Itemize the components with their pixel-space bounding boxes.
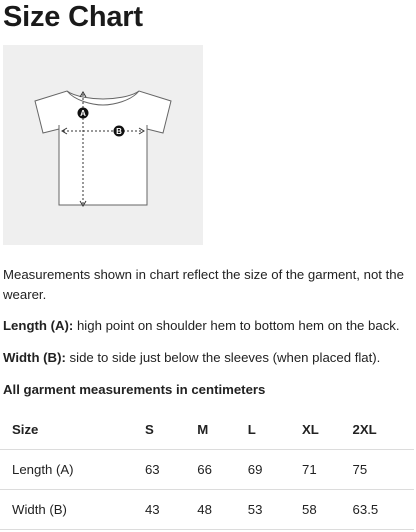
tshirt-icon [3,45,203,245]
length-definition [3,316,413,336]
width-text: side to side just below the sleeves (when placed flat). [65,350,381,365]
header-l: L [248,410,302,450]
table-cell: 75 [353,450,414,490]
table-cell: 53 [248,490,302,530]
marker-b: B [116,127,122,136]
length-label: Length (A): [3,318,74,333]
table-cell: 58 [302,490,353,530]
header-xl: XL [302,410,353,450]
table-row [0,450,414,490]
table-cell: 66 [197,450,247,490]
table-cell: 43 [145,490,197,530]
length-text: high point on shoulder hem to bottom hem on the back. [73,318,400,333]
width-definition [3,348,413,368]
table-cell: 48 [197,490,247,530]
units-note: All garment measurements in centimeters [3,382,266,397]
row-label: Width (B) [0,490,145,530]
table-row [0,490,414,530]
page-title: Size Chart [3,1,143,33]
table-header-row [0,410,414,450]
header-s: S [145,410,197,450]
table-cell: 63 [145,450,197,490]
marker-a: A [80,109,86,118]
table-cell: 69 [248,450,302,490]
row-label: Length (A) [0,450,145,490]
tshirt-diagram [3,45,203,245]
size-table [0,410,414,530]
header-m: M [197,410,247,450]
header-size: Size [0,410,145,450]
measurement-description: Measurements shown in chart reflect the size of the garment, not the wearer. [3,267,404,302]
table-cell: 63.5 [353,490,414,530]
header-2xl: 2XL [353,410,414,450]
width-label: Width (B): [3,350,66,365]
table-cell: 71 [302,450,353,490]
